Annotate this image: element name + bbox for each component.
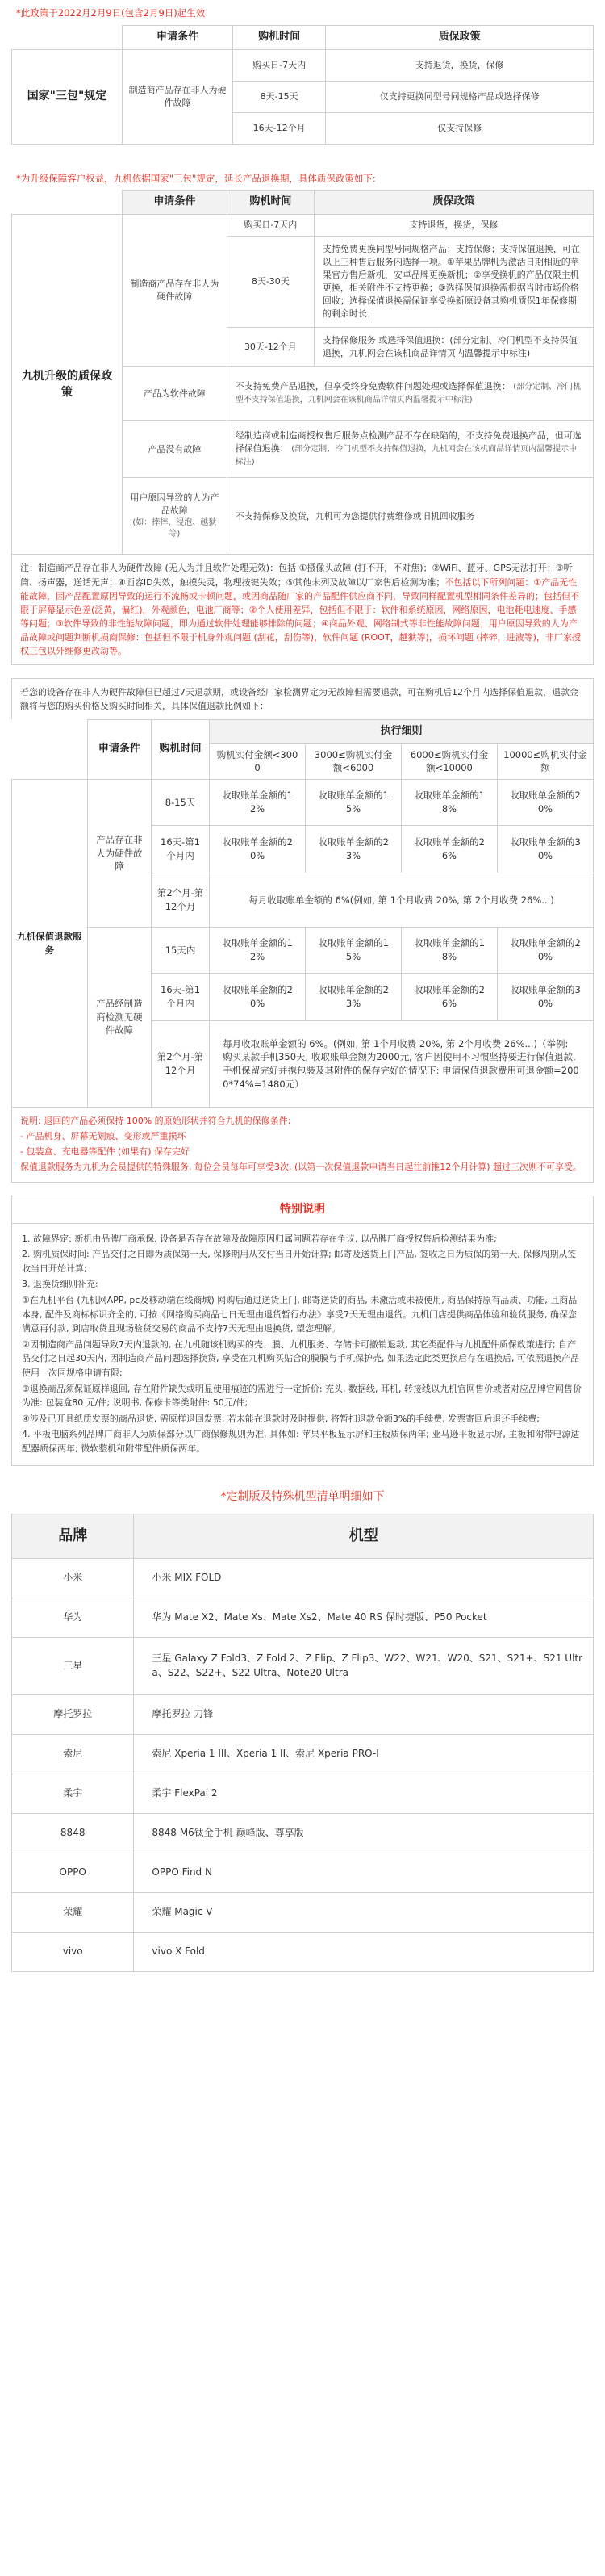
monthly-fee-cell: 每月收取账单金额的 6%。(例如, 第 1个月收费 20%, 第 2个月收费 26%...)（举例: 购买某款手机350天, 收取账单金额为2000元, 客户因使用不习惯坚持要进行保值退款, 手机保留完好并携包装及其附件的保存完好的情况下: 申请保值退款费用可退金额=2000*74%=1480元） bbox=[210, 1021, 594, 1108]
fee-cell: 收取账单金额的20% bbox=[210, 974, 306, 1021]
header-condition: 申请条件 bbox=[87, 719, 151, 779]
section-upgraded-policy bbox=[11, 161, 594, 665]
brand-cell: vivo bbox=[12, 1932, 134, 1971]
model-cell: 三星 Galaxy Z Fold3、Z Fold 2、Z Flip、Z Flip3、W22、W21、W20、S21、S21+、S21 Ultra、S22、S22+、S22 Ultra、Note20 Ultra bbox=[134, 1637, 594, 1694]
time-cell: 30天-12个月 bbox=[227, 327, 314, 367]
section-three-guarantee bbox=[11, 0, 594, 145]
section-value-refund bbox=[11, 678, 594, 1183]
policy-cell: 仅支持更换同型号同规格产品或选择保修 bbox=[326, 81, 594, 112]
hw-condition-cell: 制造商产品存在非人为硬件故障 bbox=[122, 215, 227, 367]
fee-cell: 收取账单金额的15% bbox=[306, 780, 402, 826]
three-guarantee-table bbox=[11, 25, 594, 145]
special-note-para: ④涉及已开具纸质发票的商品退货, 需原样退回发票, 若未能在退款时及时提供, 将暂扣退款金额3%的手续费, 发票寄回后退还手续费; bbox=[22, 1413, 540, 1424]
brand-cell: 荣耀 bbox=[12, 1892, 134, 1932]
header-policy: 质保政策 bbox=[314, 191, 593, 215]
notes-red: 不包括以下所列问题：①产品无性能故障，因产品配置原因导致的运行不流畅或卡顿问题，或因商品随厂家的产品配件供应商不同，导致同样配置机型相同条件差异的；包括但不限于屏幕显示色差(泛黄，偏红)，外观颜色，电池厂商等；②个人使用差异，包括但不限于：软件和系统原因，网络原因，电池耗电速度、手感等问题；③软件导致的非性能故障问题，即为通过软件处理能够排除的问题；④商品外观、网络制式等非性能故障问题；用户原因导致的人为产品故障或问题判断机损商保修：包括但不限于机身外观问题 (刮花，刮伤等)，软件问题 (ROOT，越狱等)，损坏问题 (摔碎，进液等)，非厂家授权三包以外维修更改动等。 bbox=[20, 576, 581, 656]
human-condition-cell bbox=[122, 478, 227, 555]
refund-note-line: 保值退款服务为九机为会员提供的特殊服务, 每位会员每年可享受3次, (以第一次保值退款申请当日起往前推12个月计算) 超过三次则不可享受。 bbox=[20, 1162, 582, 1173]
brand-cell: 8848 bbox=[12, 1813, 134, 1853]
price-tier: 3000≤购机实付金额<6000 bbox=[306, 743, 402, 779]
refund-note-line: - 产品机身、屏幕无划痕、变形或严重损坏 bbox=[20, 1131, 186, 1142]
upgrade-note: *为升级保障客户权益，九机依据国家"三包"规定，延长产品退换期，具体质保政策如下: bbox=[16, 172, 376, 184]
fee-cell: 收取账单金额的20% bbox=[497, 780, 593, 826]
sw-condition-cell: 产品为软件故障 bbox=[122, 367, 227, 421]
brand-cell: 索尼 bbox=[12, 1734, 134, 1774]
upgraded-policy-table bbox=[11, 190, 594, 555]
special-notes-body bbox=[11, 1223, 594, 1467]
model-cell: OPPO Find N bbox=[134, 1853, 594, 1892]
human-condition-sub: (如：摔摔、浸泡、越狱等) bbox=[132, 517, 217, 539]
brand-cell: 柔宇 bbox=[12, 1774, 134, 1813]
sw-policy-text: 不支持免费产品退换，但享受终身免费软件问题处理或选择保值退换： bbox=[235, 380, 511, 392]
value-refund-notes bbox=[11, 1108, 594, 1183]
special-note-para: 2. 购机质保时间: 产品交付之日即为质保第一天, 保修期用从交付当日开始计算; 邮寄及送货上门产品, 签收之日为质保的第一天, 保修周期从签收当日开始计算; bbox=[22, 1249, 577, 1274]
model-cell: 索尼 Xperia 1 III、Xperia 1 II、索尼 Xperia PRO-I bbox=[134, 1734, 594, 1774]
special-note-para: ①在九机平台 (九机网APP, pc及移动端在线商城) 网购后通过送货上门, 邮寄送货的商品, 未激活或未被使用, 商品保持原有品质、功能, 且商品本身, 配件及商标标识齐全的, 可按《网络购买商品七日无理由退货暂行办法》享受7天无理由退货。九机门店提供商品体验和验货服务, 确保您满意再付款, 到店取货且现场验货交易的商品不支持7天无理由退换货, 望您理解。 bbox=[22, 1294, 578, 1334]
time-cell: 8天-15天 bbox=[232, 81, 325, 112]
time-cell: 8-15天 bbox=[152, 780, 210, 826]
condition-cell: 制造商产品存在非人为硬件故障 bbox=[122, 49, 232, 144]
three-guarantee-label: 国家"三包"规定 bbox=[12, 49, 123, 144]
time-cell: 16天-第1个月内 bbox=[152, 974, 210, 1021]
brand-cell: 小米 bbox=[12, 1558, 134, 1598]
fee-cell: 收取账单金额的23% bbox=[306, 974, 402, 1021]
header-brand: 品牌 bbox=[12, 1514, 134, 1558]
time-cell: 15天内 bbox=[152, 928, 210, 974]
time-cell: 第2个月-第12个月 bbox=[152, 873, 210, 928]
policy-cell: 支持退货，换货，保修 bbox=[326, 49, 594, 81]
time-cell: 购买日-7天内 bbox=[232, 49, 325, 81]
special-models-table bbox=[11, 1514, 594, 1972]
nofault-policy-cell bbox=[227, 421, 593, 478]
fee-cell: 收取账单金额的23% bbox=[306, 826, 402, 873]
special-note-para: 1. 故障界定: 新机由品牌厂商承保, 设备是否存在故障及故障原因归属问题若存在争议, 以品牌厂商授权售后检测结果为准; bbox=[22, 1233, 497, 1244]
model-cell: vivo X Fold bbox=[134, 1932, 594, 1971]
nofault-policy-note: (部分定制、冷门机型不支持保值退换，九机网会在该机商品详情页内温馨提示中标注) bbox=[235, 444, 578, 467]
header-model: 机型 bbox=[134, 1514, 594, 1558]
fee-cell: 收取账单金额的26% bbox=[402, 974, 498, 1021]
model-cell: 柔宇 FlexPai 2 bbox=[134, 1774, 594, 1813]
header-condition: 申请条件 bbox=[122, 25, 232, 49]
time-cell: 16天-第1个月内 bbox=[152, 826, 210, 873]
section-special-models bbox=[11, 1485, 594, 1971]
nofault-policy-text: 经制造商或制造商授权售后服务点检测产品不存在缺陷的，不支持免费退换产品，但可选择保值退换： bbox=[235, 430, 582, 454]
special-note-para: 4. 平板电脑系列品牌厂商非人为质保部分以厂商保修规则为准, 具体如: 苹果平板显示屏和主板质保两年; 亚马逊平板显示屏, 主板和附带电源适配器质保两年; 微软整机和附带配件质保两年。 bbox=[22, 1429, 580, 1454]
brand-cell: 三星 bbox=[12, 1637, 134, 1694]
refund-note-line: - 包装盒、充电器等配件 (如果有) 保存完好 bbox=[20, 1146, 190, 1158]
special-notes-title: 特别说明 bbox=[11, 1196, 594, 1222]
fee-cell: 收取账单金额的12% bbox=[210, 928, 306, 974]
brand-cell: OPPO bbox=[12, 1853, 134, 1892]
nofault-condition-cell: 产品没有故障 bbox=[122, 421, 227, 478]
value-refund-table bbox=[11, 719, 594, 1108]
time-cell: 16天-12个月 bbox=[232, 112, 325, 144]
model-cell: 华为 Mate X2、Mate Xs、Mate Xs2、Mate 40 RS 保时捷版、P50 Pocket bbox=[134, 1598, 594, 1637]
header-policy: 质保政策 bbox=[326, 25, 594, 49]
sw-policy-cell bbox=[227, 367, 593, 421]
special-models-title: *定制版及特殊机型清单明细如下 bbox=[220, 1490, 385, 1504]
effective-date-note: *此政策于2022月2月9日(包含2月9日)起生效 bbox=[16, 7, 206, 19]
refund-note-line: 说明: 退回的产品必须保持 100% 的原始形状并符合九机的保修条件: bbox=[20, 1116, 291, 1127]
fee-cell: 收取账单金额的18% bbox=[402, 780, 498, 826]
policy-cell: 仅支持保修 bbox=[326, 112, 594, 144]
policy-cell: 支持退货，换货，保修 bbox=[314, 215, 593, 237]
monthly-fee-cell: 每月收取账单金额的 6%(例如, 第 1个月收费 20%, 第 2个月收费 26%...) bbox=[210, 873, 594, 928]
time-cell: 8天-30天 bbox=[227, 236, 314, 327]
brand-cell: 华为 bbox=[12, 1598, 134, 1637]
header-time: 购机时间 bbox=[227, 191, 314, 215]
value-refund-label: 九机保值退款服务 bbox=[12, 780, 88, 1108]
policy-cell: 支持保修服务 或选择保值退换：(部分定制、冷门机型不支持保值退换，九机网会在该机商品详情页内温馨提示中标注) bbox=[314, 327, 593, 367]
special-note-para: ②因制造商产品问题导致7天内退款的, 在九机随该机购买的壳、膜、九机服务、存储卡可撤销退款, 其它类配件与九机配件质保政策进行; 自产品交付之日起30天内, 因制造商产品问题选择换货, 享受在九机购买贴合的膜膜与手机保护壳, 如果选定此类更换后存在退换后, 可依照退换产品使用一次同规格申请有限; bbox=[22, 1338, 579, 1378]
fee-cell: 收取账单金额的18% bbox=[402, 928, 498, 974]
price-tier: 10000≤购机实付金额 bbox=[497, 743, 593, 779]
section-special-notes bbox=[11, 1196, 594, 1466]
human-policy-cell: 不支持保修及换货，九机可为您提供付费维修或旧机回收服务 bbox=[227, 478, 593, 555]
fee-cell: 收取账单金额的30% bbox=[497, 826, 593, 873]
sw-policy-note: (部分定制、冷门机型不支持保值退换，九机网会在该机商品详情页内温馨提示中标注) bbox=[235, 382, 582, 405]
model-cell: 8848 M6钛金手机 巅峰版、尊享版 bbox=[134, 1813, 594, 1853]
human-condition-text: 用户原因导致的人为产品故障 bbox=[130, 492, 219, 516]
fee-cell: 收取账单金额的20% bbox=[497, 928, 593, 974]
groupB-condition: 产品经制造商检测无硬件故障 bbox=[87, 928, 151, 1108]
groupA-condition: 产品存在非人为硬件故障 bbox=[87, 780, 151, 928]
policy-cell: 支持免费更换同型号同规格产品；支持保修；支持保值退换，可在以上三种售后服务内选择一项。①苹果品牌机为激活日期相近的苹果官方售后新机，安卓品牌更换新机；②享受换机的产品仅限主机更换，相关附件不支持更换；③选择保值退换需根据当时市场价格回收；选择保值退换需保证享受换新原设备其购机质保1年保修期的剩余时长； bbox=[314, 236, 593, 327]
fee-cell: 收取账单金额的30% bbox=[497, 974, 593, 1021]
model-cell: 摩托罗拉 刀锋 bbox=[134, 1694, 594, 1734]
fee-cell: 收取账单金额的20% bbox=[210, 826, 306, 873]
price-tier: 购机实付金额<3000 bbox=[210, 743, 306, 779]
time-cell: 购买日-7天内 bbox=[227, 215, 314, 237]
header-condition: 申请条件 bbox=[122, 191, 227, 215]
price-tier: 6000≤购机实付金额<10000 bbox=[402, 743, 498, 779]
fee-cell: 收取账单金额的12% bbox=[210, 780, 306, 826]
special-note-para: ③退换商品须保证原样退回, 存在附件缺失或明显使用痕迹的需进行一定折价: 充头, 数据线, 耳机, 转接线以九机官网售价或者对应品牌官网售价为准: 包装盒80 元/件; 说明书, 保修卡等类附件: 50元/件; bbox=[22, 1383, 582, 1409]
upgraded-policy-label: 九机升级的质保政策 bbox=[12, 215, 123, 555]
header-detail: 执行细则 bbox=[210, 719, 594, 743]
time-cell: 第2个月-第12个月 bbox=[152, 1021, 210, 1108]
upgraded-policy-notes bbox=[11, 555, 594, 664]
model-cell: 小米 MIX FOLD bbox=[134, 1558, 594, 1598]
value-refund-intro: 若您的设备存在非人为硬件故障但已超过7天退款期，或设备经厂家检测界定为无故障但需要退款，可在购机后12个月内选择保值退款，退款金额将与您的购买价格及购买时间相关，具体保值退款比例如下： bbox=[11, 678, 594, 719]
notes-black: 注：制造商产品存在非人为硬件故障 (无人为并且软件处理无效)：包括 ①摄像头故障 (打不开，不对焦)；②WiFi、蓝牙、GPS无法打开；③听筒、扬声器，送话无声；④面容ID失效，触摸失灵，物理按键失效；⑤其他未列及故障以厂家售后检测为准； bbox=[20, 563, 573, 588]
brand-cell: 摩托罗拉 bbox=[12, 1694, 134, 1734]
model-cell: 荣耀 Magic V bbox=[134, 1892, 594, 1932]
fee-cell: 收取账单金额的15% bbox=[306, 928, 402, 974]
header-time: 购机时间 bbox=[232, 25, 325, 49]
fee-cell: 收取账单金额的26% bbox=[402, 826, 498, 873]
special-note-para: 3. 退换货细则补充: bbox=[22, 1279, 98, 1290]
header-time: 购机时间 bbox=[152, 719, 210, 779]
